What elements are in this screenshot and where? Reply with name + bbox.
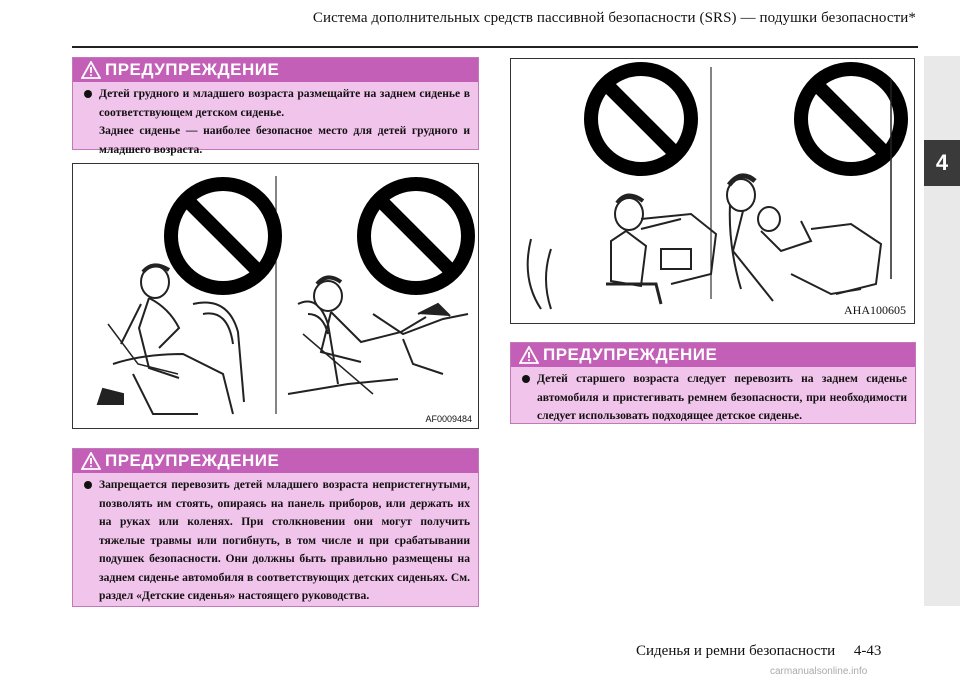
bullet-icon <box>84 90 92 98</box>
side-tab-bar <box>924 56 960 606</box>
figure-code-left: AF0009484 <box>425 414 472 424</box>
warning-header <box>511 343 915 367</box>
warning-heading: ПРЕДУПРЕЖДЕНИЕ <box>105 451 280 470</box>
page-footer: Сиденья и ремни безопасности 4-43 <box>636 643 882 659</box>
warning-heading: ПРЕДУПРЕЖДЕНИЕ <box>543 345 718 364</box>
warning-box-unrestrained <box>72 448 479 607</box>
child-front-seat-drawing <box>73 164 477 427</box>
header-rule <box>72 46 918 48</box>
illustration-child-front-seat <box>72 163 479 429</box>
warning-body <box>511 367 915 432</box>
warning-paragraph: Детей старшего возраста следует перевозить на заднем сиденье автомобиля и пристегивать ремнем безопасности, при необходимости следует использовать подходящее детское сиденье. <box>537 372 907 422</box>
warning-body <box>73 473 478 612</box>
prohibition-icon <box>171 184 275 288</box>
child-dashboard-drawing <box>511 59 913 322</box>
bullet-icon <box>522 375 530 383</box>
prohibition-icon <box>591 69 691 169</box>
warning-box-older-children <box>510 342 916 424</box>
page-header-title: Система дополнительных средств пассивной безопасности (SRS) — подушки безопасности* <box>312 10 916 26</box>
warning-triangle-icon <box>81 61 101 79</box>
prohibition-icon <box>801 69 901 169</box>
warning-triangle-icon <box>519 346 539 364</box>
warning-paragraph: Запрещается перевозить детей младшего возраста непристегнутыми, позволять им стоять, опираясь на панель приборов, или держать их на руках или коленях. При столкновении они могут получить тяжелые травмы или погибнуть, в том числе и при срабатывании подушек безопасности. Они должны быть правильно размещены на заднем сиденье автомобиля в соответствующих детских сиденьях. См. раздел «Детские сиденья» настоящего руководства. <box>99 478 470 602</box>
illustration-child-dashboard <box>510 58 915 324</box>
prohibition-icon <box>364 184 468 288</box>
chapter-tab: 4 <box>924 140 960 186</box>
figure-code-right: AHA100605 <box>844 303 906 317</box>
bullet-icon <box>84 481 92 489</box>
warning-header <box>73 449 478 473</box>
warning-paragraph: Детей грудного и младшего возраста размещайте на заднем сиденье в соответствующем детском сиденье. <box>99 87 470 119</box>
warning-paragraph: Заднее сиденье — наиболее безопасное место для детей грудного и младшего возраста. <box>99 124 470 156</box>
warning-triangle-icon <box>81 452 101 470</box>
warning-header <box>73 58 478 82</box>
warning-body <box>73 82 478 165</box>
warning-box-infants <box>72 57 479 156</box>
warning-heading: ПРЕДУПРЕЖДЕНИЕ <box>105 60 280 79</box>
watermark: carmanualsonline.info <box>770 666 868 677</box>
